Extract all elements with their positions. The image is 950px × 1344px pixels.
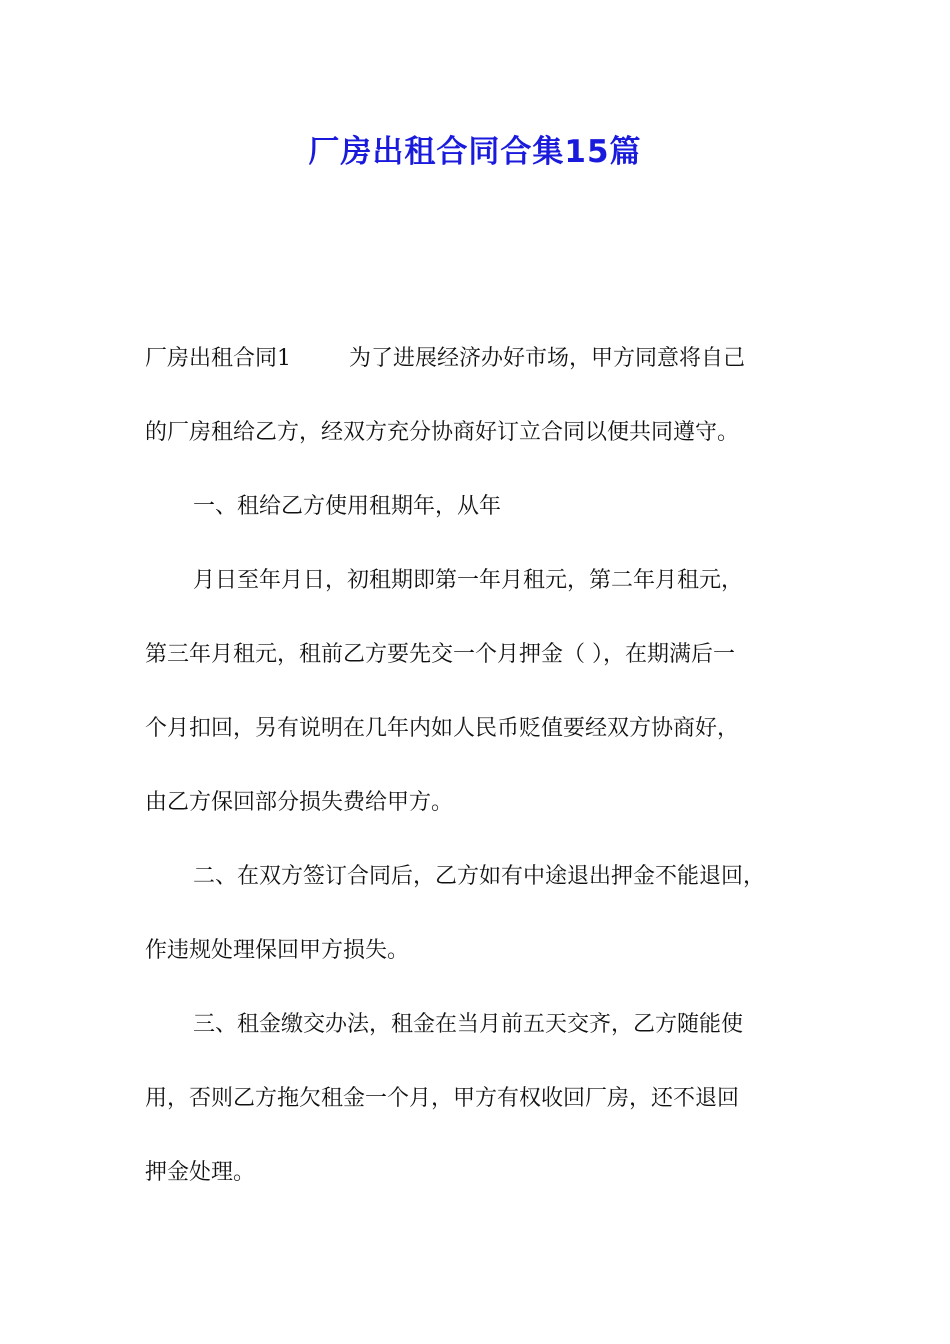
paragraph-line: 个月扣回，另有说明在几年内如人民币贬值要经双方协商好， xyxy=(145,716,740,741)
contract-heading: 厂房出租合同1 xyxy=(145,346,291,371)
paragraph-line: 由乙方保回部分损失费给甲方。 xyxy=(145,790,454,815)
paragraph-line: 押金处理。 xyxy=(145,1160,256,1185)
paragraph-line: 的厂房租给乙方，经双方充分协商好订立合同以便共同遵守。 xyxy=(145,420,740,445)
paragraph-line: 二、在双方签订合同后，乙方如有中途退出押金不能退回， xyxy=(193,864,766,889)
paragraph-line: 作违规处理保回甲方损失。 xyxy=(145,938,410,963)
page-title: 厂房出租合同合集15篇 xyxy=(308,134,642,170)
paragraph-line: 第三年月租元，租前乙方要先交一个月押金（ ），在期满后一 xyxy=(145,642,735,667)
paragraph-line: 一、租给乙方使用租期年，从年 xyxy=(193,494,502,519)
document-body xyxy=(145,322,825,1210)
paragraph-line: 月日至年月日，初租期即第一年月租元，第二年月租元， xyxy=(193,568,744,593)
paragraph-line xyxy=(145,322,825,396)
paragraph-line: 用，否则乙方拖欠租金一个月，甲方有权收回厂房，还不退回 xyxy=(145,1086,740,1111)
paragraph-text: 为了进展经济办好市场，甲方同意将自己 xyxy=(349,346,746,371)
paragraph-line: 三、租金缴交办法，租金在当月前五天交齐，乙方随能使 xyxy=(193,1012,744,1037)
